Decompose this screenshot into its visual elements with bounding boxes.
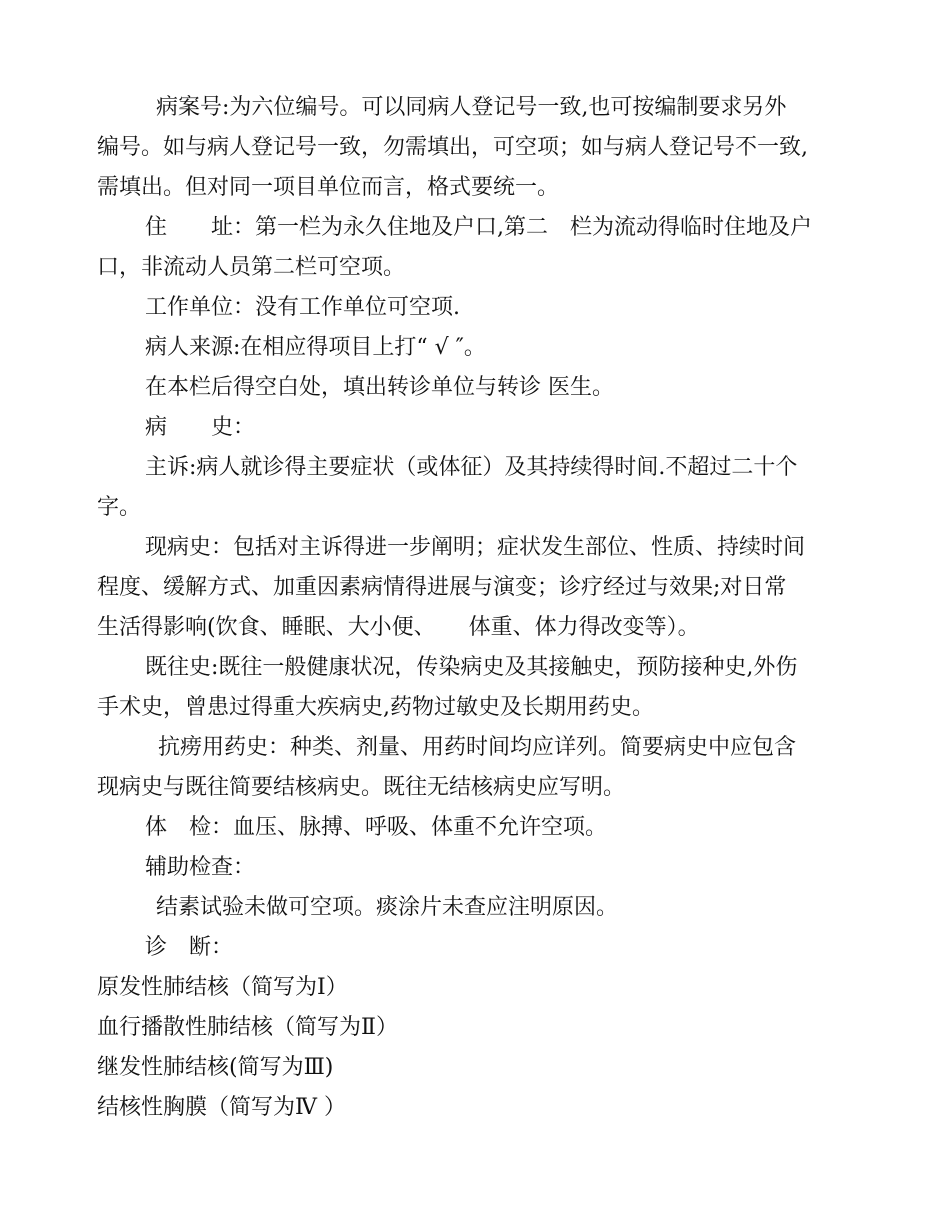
paragraph-line: 字。 [97,495,142,520]
paragraph-line: 口，非流动人员第二栏可空项。 [97,255,406,280]
paragraph-line: 生活得影响(饮食、睡眠、大小便、 体重、体力得改变等）。 [97,615,700,640]
diagnosis-item: 结核性胸膜（简写为Ⅳ ） [97,1095,346,1120]
paragraph-line-case-number: 病案号:为六位编号。可以同病人登记号一致,也可按编制要求另外 [156,95,787,120]
paragraph-line-work-unit: 工作单位：没有工作单位可空项. [145,295,460,320]
section-heading-auxiliary-exam: 辅助检查： [145,855,256,880]
diagnosis-item: 血行播散性肺结核（简写为Ⅱ） [97,1015,398,1040]
paragraph-line-physical-exam: 体 检：血压、脉搏、呼吸、体重不允许空项。 [145,815,608,840]
paragraph-line-anti-tb-medication: 抗痨用药史：种类、剂量、用药时间均应详列。简要病史中应包含 [158,735,797,760]
paragraph-line-chief-complaint: 主诉:病人就诊得主要症状（或体征）及其持续得时间.不超过二十个 [145,455,798,480]
section-heading-diagnosis: 诊 断： [145,935,234,960]
paragraph-line: 手术史，曾患过得重大疾病史,药物过敏史及长期用药史。 [97,695,654,720]
paragraph-line: 需填出。但对同一项目单位而言，格式要统一。 [97,175,560,200]
paragraph-line: 编号。如与病人登记号一致，勿需填出，可空项；如与病人登记号不一致, [97,135,808,160]
section-heading-history: 病 史： [145,415,256,440]
paragraph-line: 现病史与既往简要结核病史。既往无结核病史应写明。 [97,775,626,800]
paragraph-line: 结素试验未做可空项。痰涂片未查应注明原因。 [156,895,619,920]
diagnosis-item: 原发性肺结核（简写为Ⅰ） [97,975,348,1000]
paragraph-line-present-illness: 现病史：包括对主诉得进一步阐明；症状发生部位、性质、持续时间 [145,535,806,560]
diagnosis-item: 继发性肺结核(简写为Ⅲ) [97,1055,334,1080]
paragraph-line-patient-source: 病人来源:在相应得项目上打“ √ ″。 [145,335,486,360]
paragraph-line: 在本栏后得空白处，填出转诊单位与转诊 医生。 [145,375,614,400]
paragraph-line-past-history: 既往史:既往一般健康状况，传染病史及其接触史，预防接种史,外伤 [145,655,798,680]
paragraph-line: 程度、缓解方式、加重因素病情得进展与演变；诊疗经过与效果;对日常 [97,575,787,600]
paragraph-line-address: 住 址：第一栏为永久住地及户口,第二 栏为流动得临时住地及户 [145,215,812,240]
